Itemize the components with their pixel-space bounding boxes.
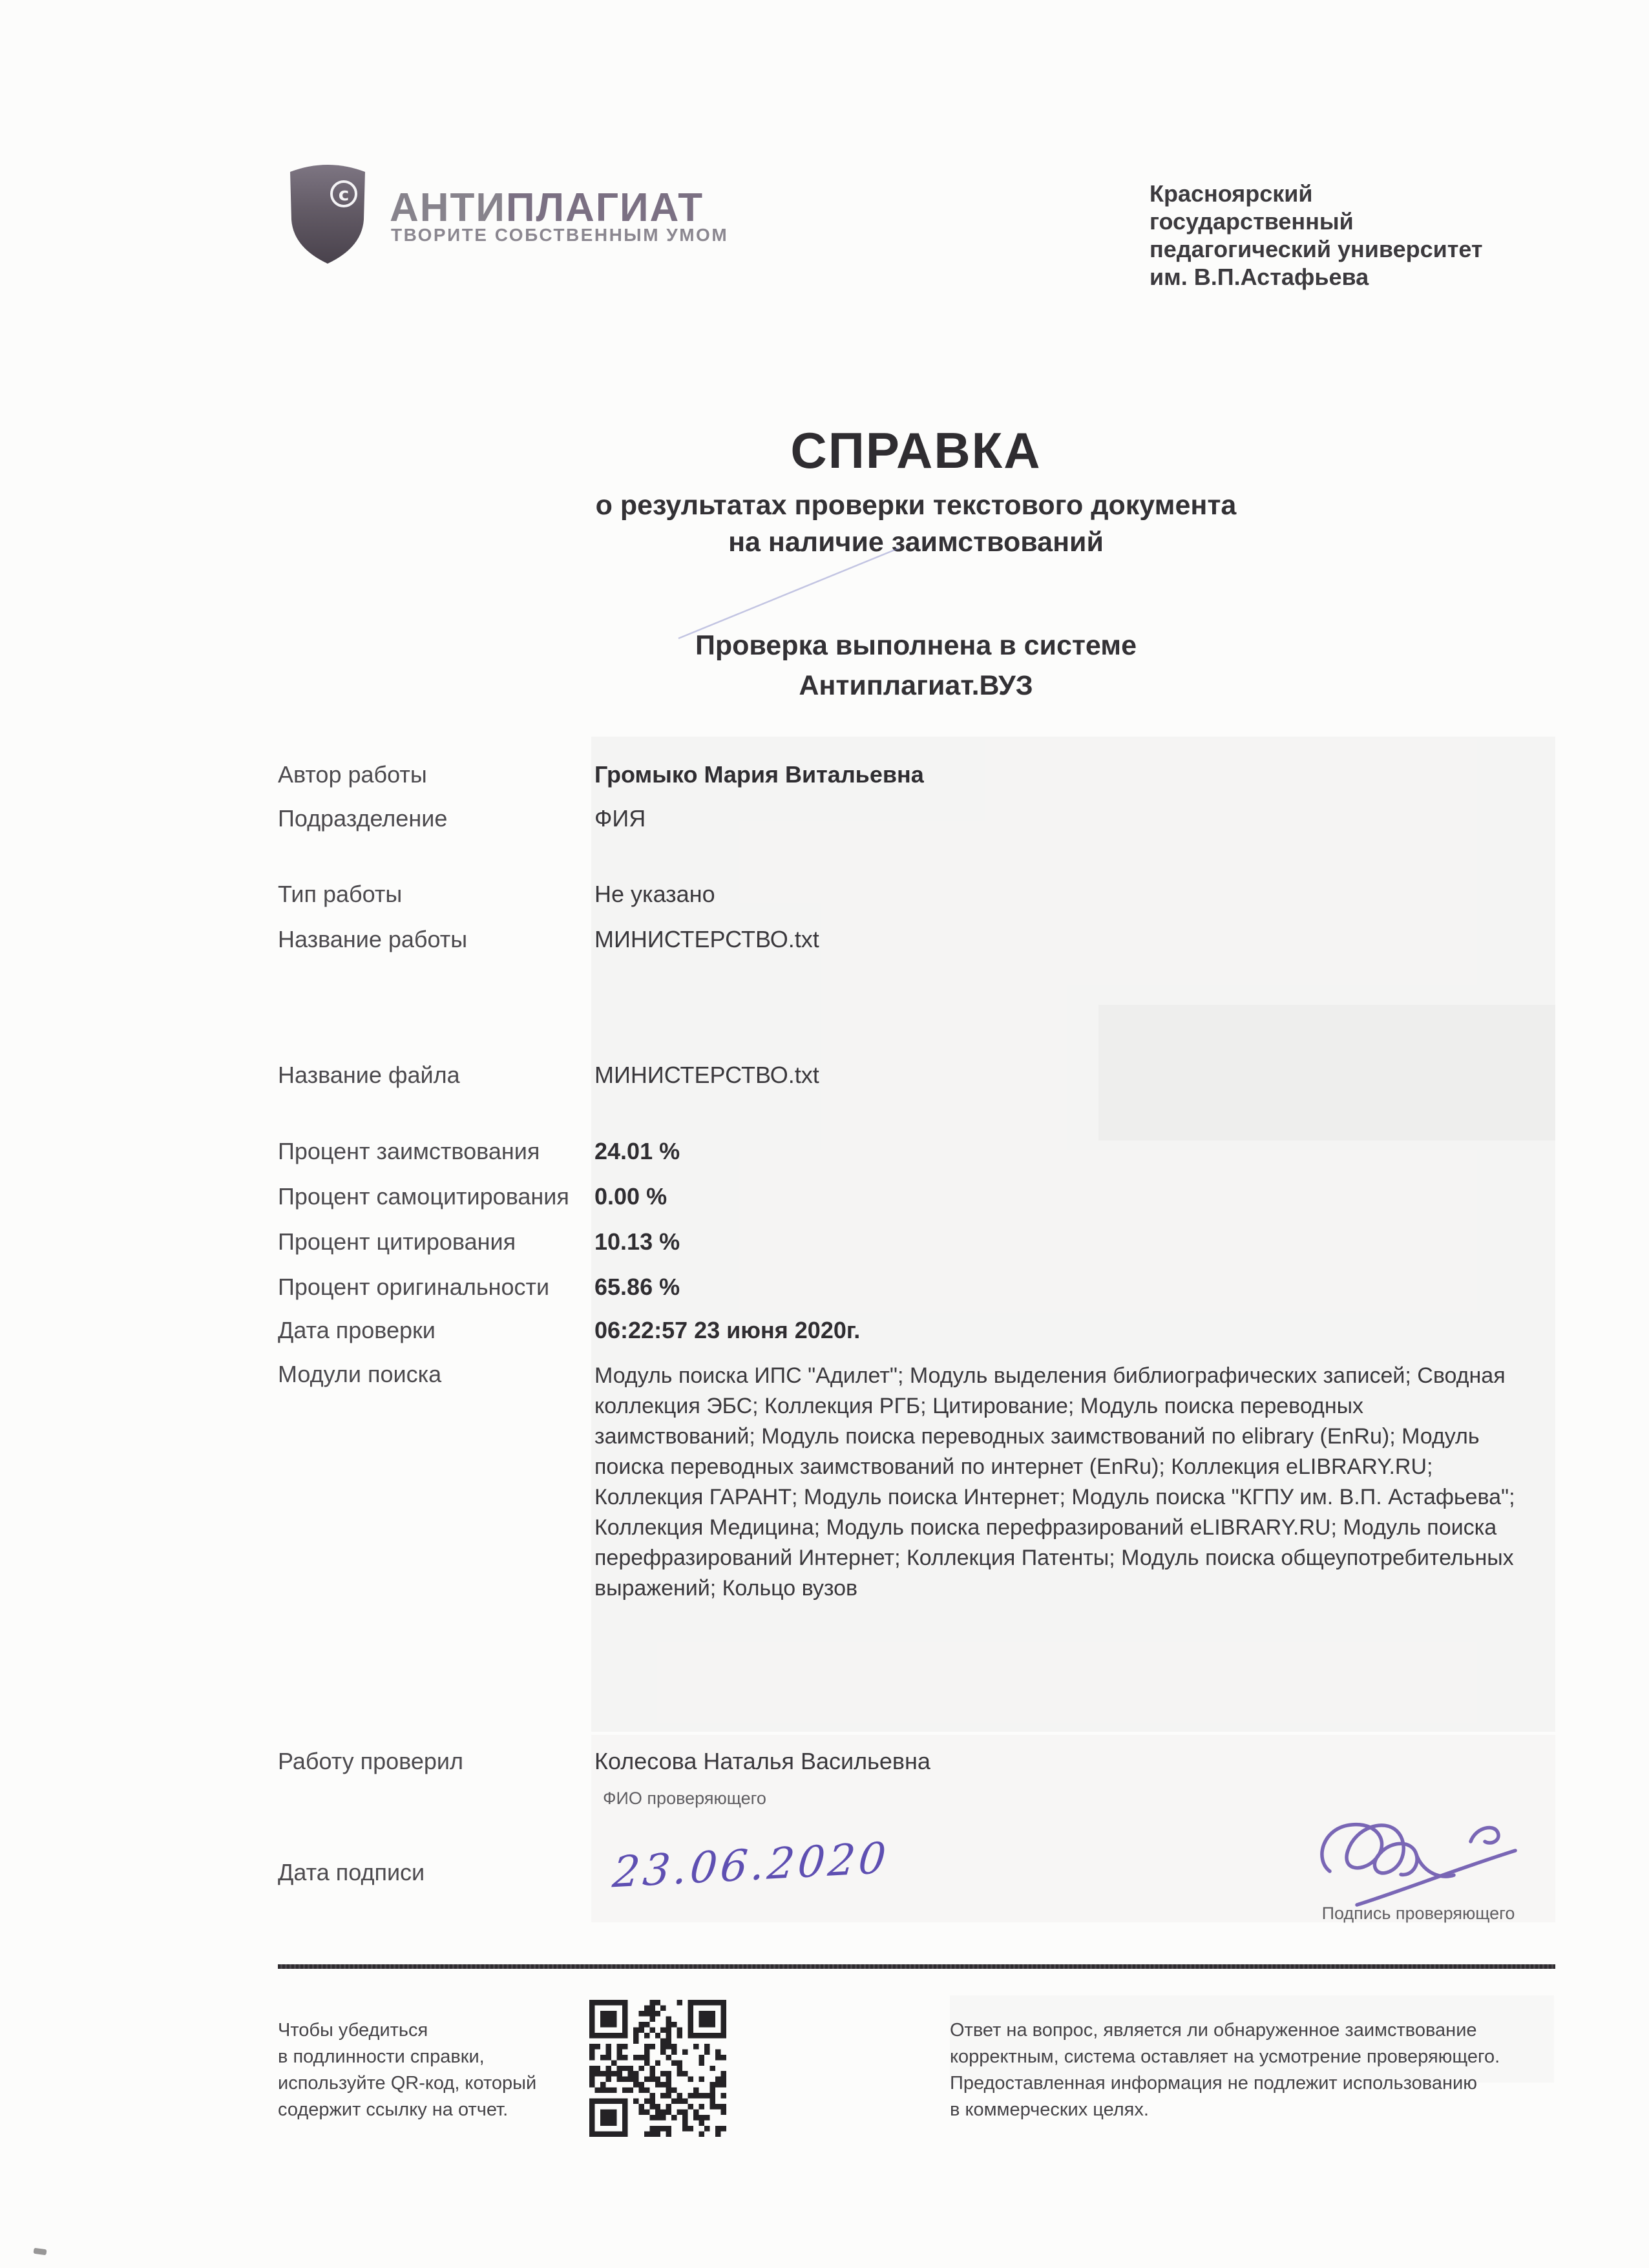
field-value: МИНИСТЕРСТВО.txt	[594, 926, 819, 952]
field-value: 10.13 %	[594, 1228, 680, 1255]
checked-by-label: Работу проверил	[278, 1748, 463, 1774]
university-line: педагогический университет	[1150, 236, 1483, 262]
field-value: 0.00 %	[594, 1183, 667, 1210]
footer-left-line: в подлинности справки,	[278, 2046, 485, 2067]
system-line2: Антиплагиат.ВУЗ	[799, 670, 1033, 701]
field-value: МИНИСТЕРСТВО.txt	[594, 1062, 819, 1088]
document-title: СПРАВКА	[790, 422, 1042, 479]
field-label: Процент оригинальности	[278, 1274, 550, 1300]
footer-right-line: Предоставленная информация не подлежит использованию	[950, 2073, 1477, 2094]
logo-tagline: ТВОРИТЕ СОБСТВЕННЫМ УМОМ	[391, 225, 729, 245]
logo-text-plagiat: ПЛАГИАТ	[505, 185, 704, 230]
field-label: Процент самоцитирования	[278, 1183, 569, 1210]
footer-right-line: корректным, система оставляет на усмотрение проверяющего.	[950, 2046, 1500, 2067]
svg-text:c: c	[338, 184, 350, 205]
footer-left-line: Чтобы убедиться	[278, 2020, 428, 2041]
footer-right-line: в коммерческих целях.	[950, 2099, 1149, 2120]
field-label: Процент цитирования	[278, 1228, 516, 1255]
handwritten-date: 23.06.2020	[610, 1832, 891, 1898]
university-line: им. В.П.Астафьева	[1150, 264, 1369, 290]
field-label: Автор работы	[278, 761, 427, 788]
document-subtitle-line1: о результатах проверки текстового документа	[595, 490, 1237, 521]
university-name	[1150, 180, 1483, 291]
university-line: Красноярский	[1150, 180, 1313, 207]
field-label: Дата проверки	[278, 1317, 436, 1343]
field-value: 65.86 %	[594, 1274, 680, 1300]
checker-signature	[1318, 1808, 1531, 1918]
field-label: Тип работы	[278, 881, 403, 907]
search-modules-text: Модуль поиска ИПС "Адилет"; Модуль выделения библиографических записей; Сводная коллекция ЭБС; Коллекция РГБ; Цитирование; Модуль поиска переводных заимствований; Модуль поиска переводных заимствований по elibrary (EnRu); Модуль поиска переводных заимствований по интернет (EnRu); Коллекция eLIBRARY.RU; Коллекция ГАРАНТ; Модуль поиска Интернет; Модуль поиска "КГПУ им. В.П. Астафьева"; Коллекция Медицина; Модуль поиска перефразирований eLIBRARY.RU; Модуль поиска перефразирований Интернет; Коллекция Патенты; Модуль поиска общеупотребительных выражений; Кольцо вузов	[594, 1363, 1515, 1601]
field-value: 06:22:57 23 июня 2020г.	[594, 1317, 861, 1343]
field-label: Модули поиска	[278, 1361, 442, 1387]
field-value: Громыко Мария Витальевна	[594, 761, 924, 788]
field-value: ФИЯ	[594, 805, 646, 832]
footer-right-line: Ответ на вопрос, является ли обнаруженное заимствование	[950, 2020, 1477, 2041]
checked-by-name: Колесова Наталья Васильевна	[594, 1748, 930, 1774]
system-line1: Проверка выполнена в системе	[695, 630, 1137, 661]
footer-disclaimer	[950, 2017, 1500, 2123]
field-value: 24.01 %	[594, 1138, 680, 1164]
footer-left-line: содержит ссылку на отчет.	[278, 2099, 509, 2120]
logo-text-anti: АНТИ	[390, 185, 506, 230]
university-line: государственный	[1150, 208, 1354, 235]
field-value: Не указано	[594, 881, 715, 907]
antiplagiat-shield-icon	[289, 163, 366, 265]
scan-tint	[1098, 1005, 1555, 1140]
checker-name-caption: ФИО проверяющего	[603, 1789, 766, 1808]
field-label: Подразделение	[278, 805, 448, 832]
footer-left-line: используйте QR-код, который	[278, 2073, 537, 2094]
sign-date-label: Дата подписи	[278, 1859, 425, 1885]
antiplagiat-logo-text	[390, 185, 704, 231]
document-subtitle-line2: на наличие заимствований	[728, 527, 1104, 558]
field-label: Процент заимствования	[278, 1138, 540, 1164]
field-label: Название файла	[278, 1062, 460, 1088]
footer-divider	[278, 1964, 1555, 1969]
signature-caption: Подпись проверяющего	[1321, 1904, 1515, 1923]
qr-code	[589, 1999, 726, 2137]
footer-qr-note	[278, 2017, 536, 2123]
scan-speck	[33, 2248, 47, 2256]
field-label: Название работы	[278, 926, 468, 952]
